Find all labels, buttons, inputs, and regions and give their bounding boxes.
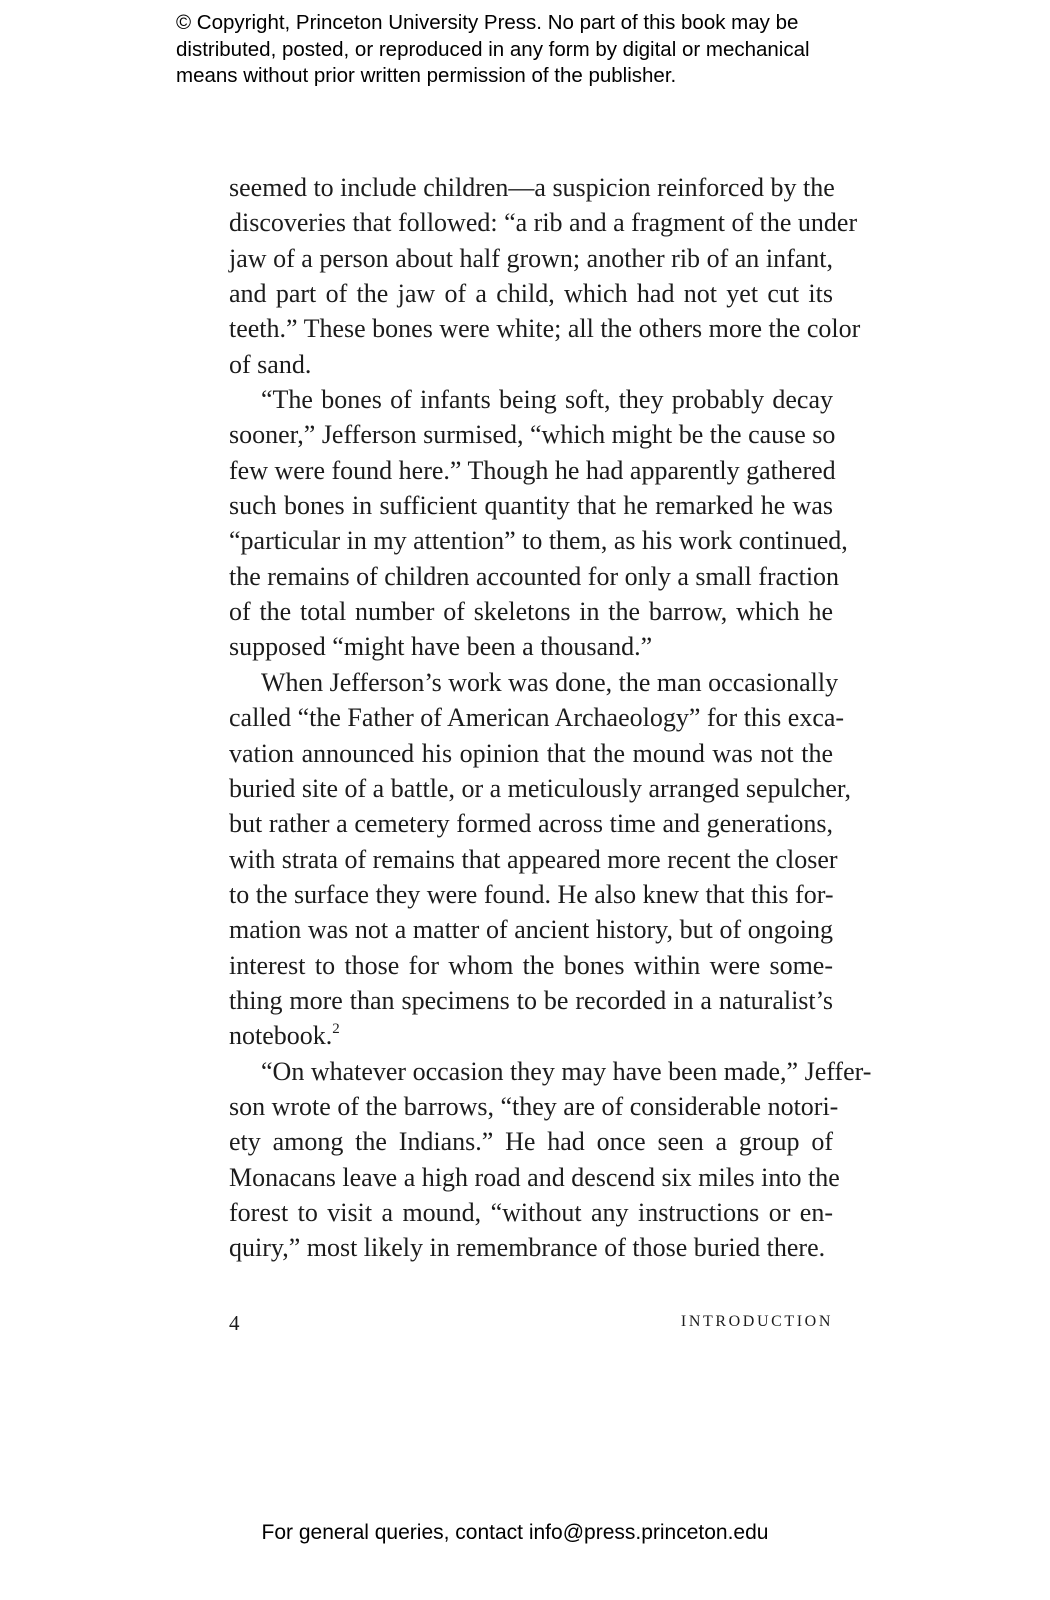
body-line-with-footnote [229, 1018, 833, 1053]
body-line: sooner,” Jefferson surmised, “which might be the cause so [229, 420, 836, 450]
page-number: 4 [229, 1311, 240, 1335]
body-line: quiry,” most likely in remembrance of those buried there. [229, 1233, 826, 1263]
body-line: “particular in my attention” to them, as his work continued, [229, 526, 848, 556]
body-line: seemed to include children—a suspicion reinforced by the [229, 173, 835, 202]
copyright-line: means without prior written permission of the publisher. [176, 64, 677, 87]
body-line: the remains of children accounted for only a small fraction [229, 561, 840, 591]
body-line: with strata of remains that appeared more recent the closer [229, 844, 838, 874]
body-line: forest to visit a mound, “without any instructions or en- [229, 1197, 833, 1227]
body-line: interest to those for whom the bones within were some- [229, 950, 833, 980]
body-line: few were found here.” Though he had apparently gathered [229, 455, 836, 485]
body-line: jaw of a person about half grown; another rib of an infant, [229, 243, 833, 273]
copyright-line: distributed, posted, or reproduced in any form by digital or mechanical [176, 37, 810, 61]
body-line: such bones in sufficient quantity that he remarked he was [229, 491, 833, 521]
body-line: mation was not a matter of ancient history, but of ongoing [229, 915, 833, 945]
body-line: “The bones of infants being soft, they probably decay [261, 385, 833, 415]
body-line-text: notebook. [229, 1021, 333, 1051]
body-line: but rather a cemetery formed across time and generations, [229, 809, 833, 839]
copyright-line: © Copyright, Princeton University Press. No part of this book may be [176, 11, 799, 34]
body-line: vation announced his opinion that the mound was not the [229, 738, 833, 768]
body-line: Monacans leave a high road and descend six miles into the [229, 1162, 840, 1192]
body-line: thing more than specimens to be recorded in a naturalist’s [229, 985, 833, 1015]
copyright-notice [176, 10, 936, 90]
body-line: of sand. [229, 349, 312, 379]
footnote-marker[interactable]: 2 [332, 1021, 340, 1038]
body-line: ety among the Indians.” He had once seen a group of [229, 1127, 833, 1157]
body-line: When Jefferson’s work was done, the man occasionally [261, 667, 839, 697]
body-line: to the surface they were found. He also knew that this for- [229, 879, 834, 909]
body-line: son wrote of the barrows, “they are of considerable notori- [229, 1091, 839, 1121]
body-line: of the total number of skeletons in the barrow, which he [229, 597, 833, 627]
running-head: INTRODUCTION [680, 1313, 833, 1330]
body-line: teeth.” These bones were white; all the others more the color [229, 314, 861, 344]
body-line: and part of the jaw of a child, which had not yet cut its [229, 279, 833, 309]
body-line: called “the Father of American Archaeology” for this exca- [229, 703, 845, 733]
body-line: buried site of a battle, or a meticulously arranged sepulcher, [229, 773, 852, 803]
body-line: supposed “might have been a thousand.” [229, 632, 653, 662]
body-text [229, 170, 872, 1266]
contact-notice: For general queries, contact info@press.princeton.edu [261, 1521, 769, 1544]
body-line: “On whatever occasion they may have been made,” Jeffer- [261, 1056, 872, 1086]
body-line: discoveries that followed: “a rib and a fragment of the under [229, 208, 858, 238]
